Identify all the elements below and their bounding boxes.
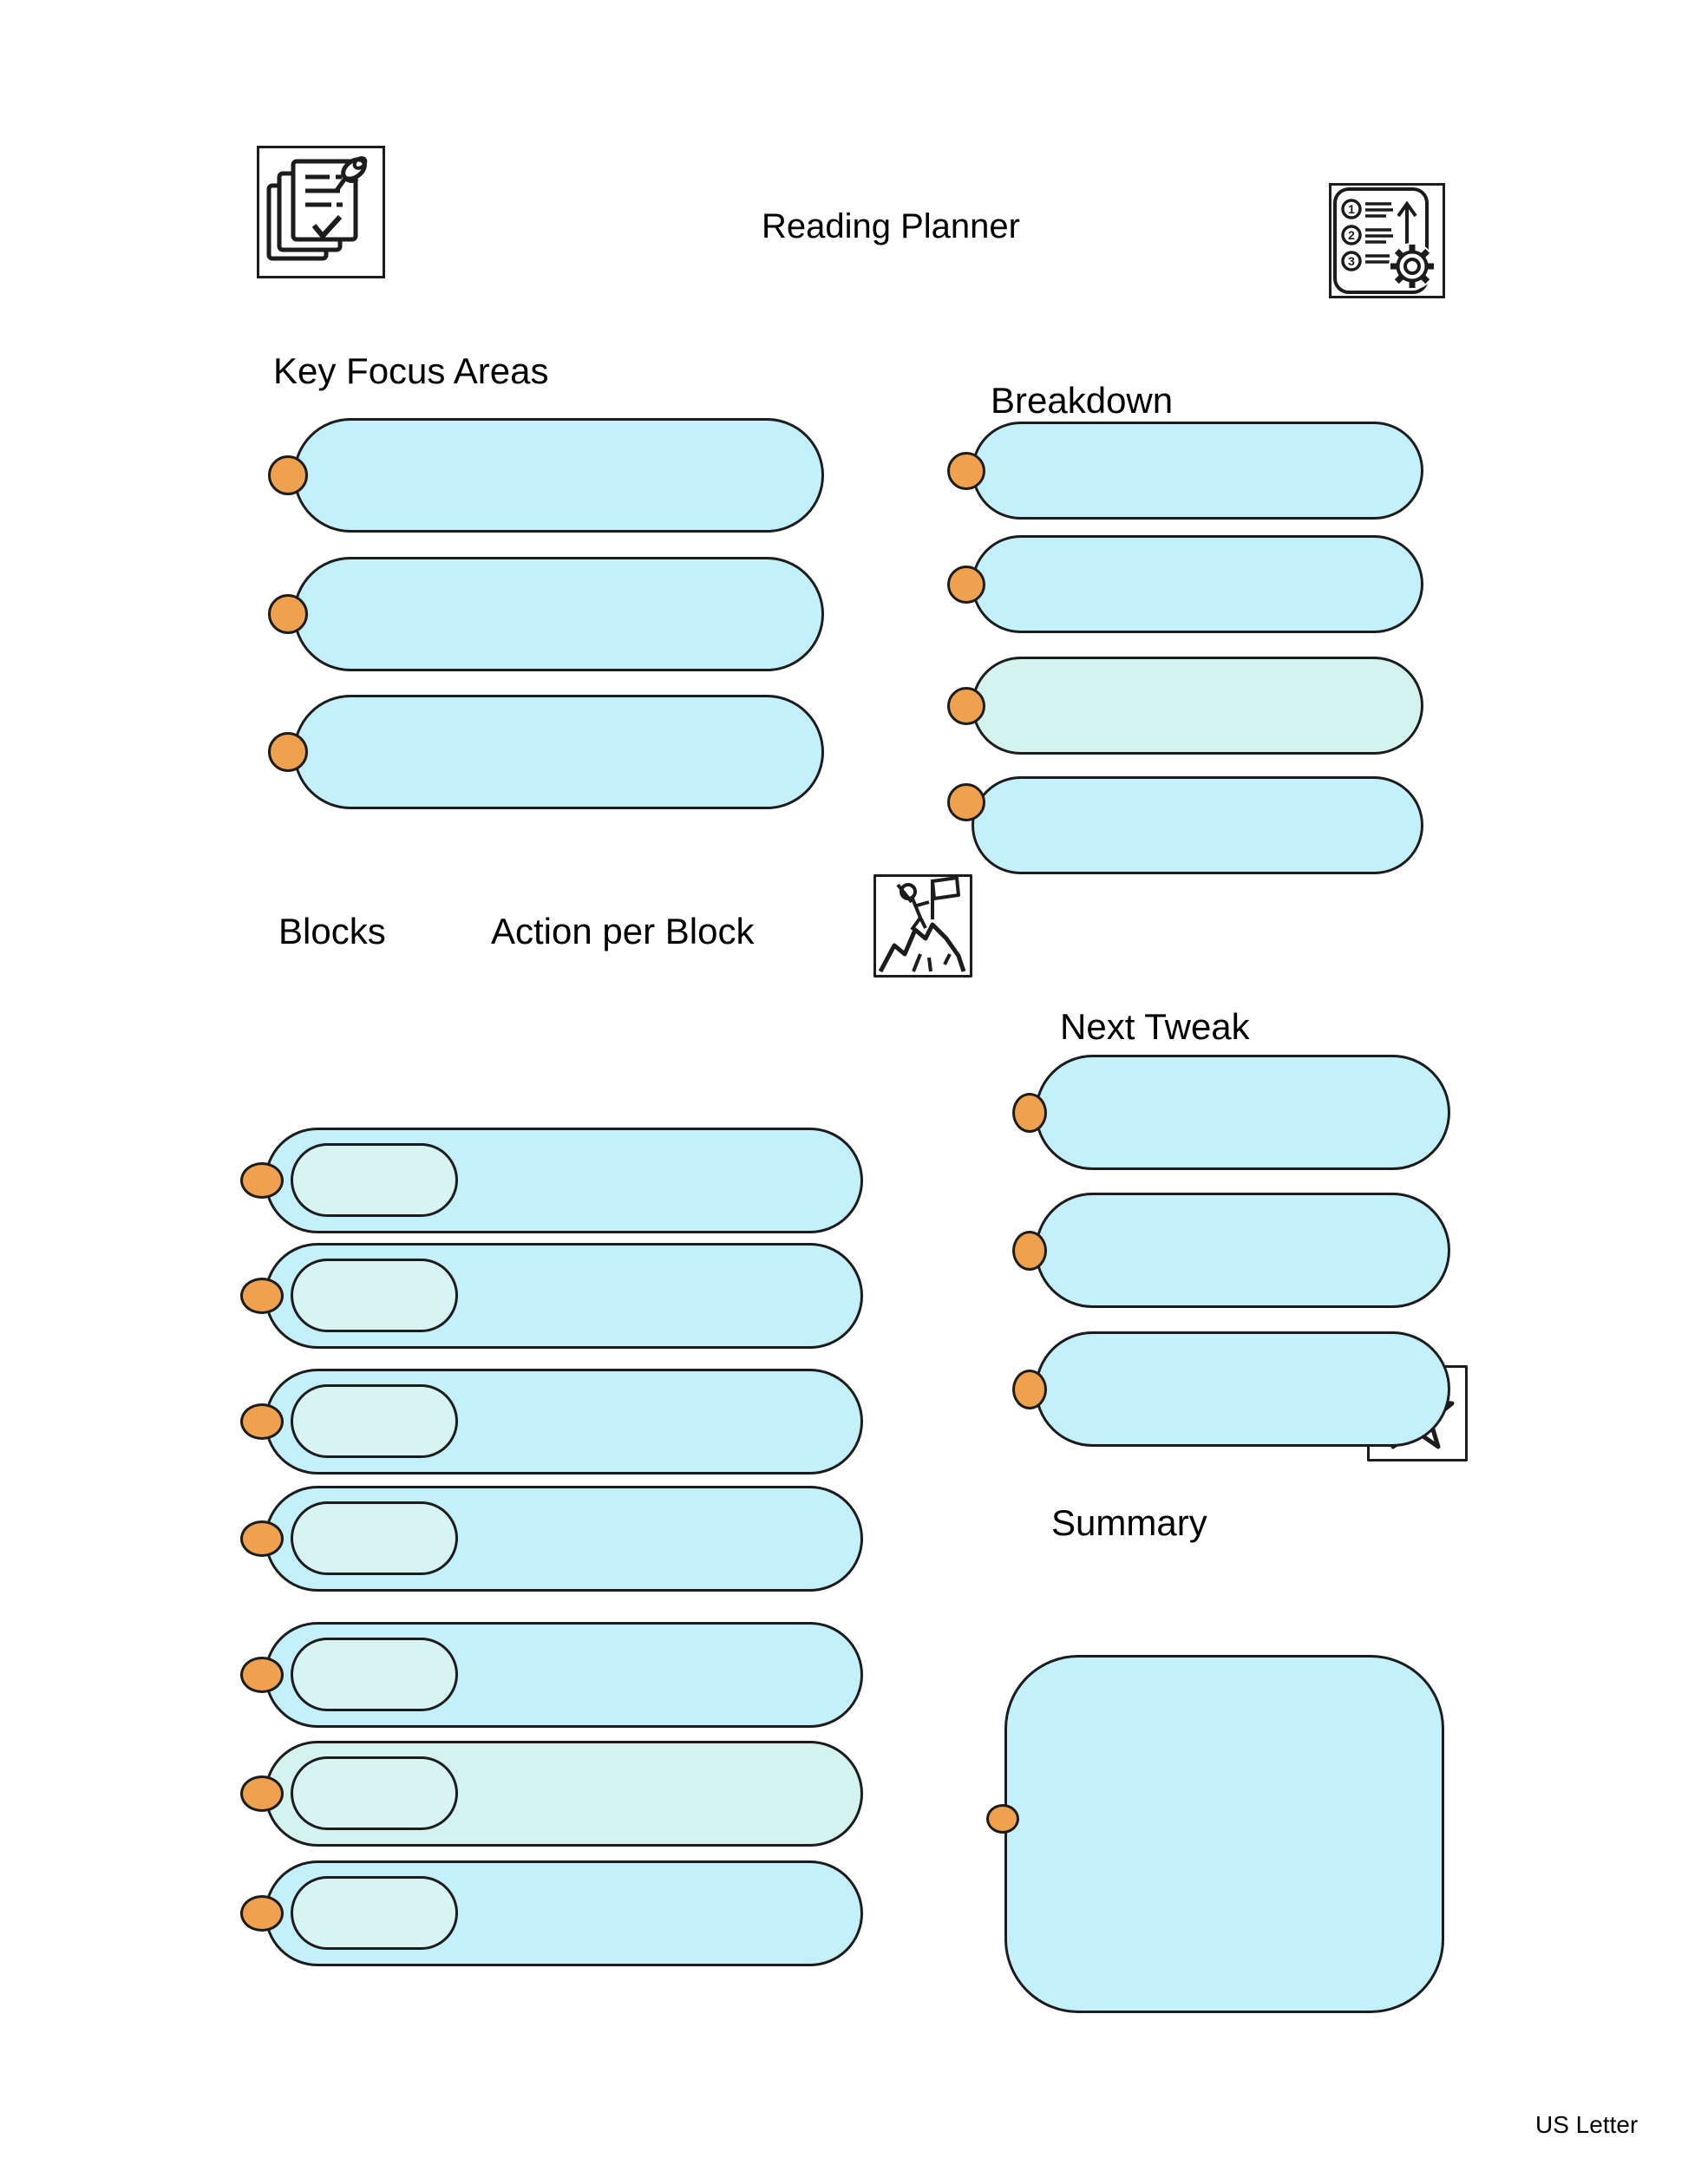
breakdown-pill-3[interactable] bbox=[972, 657, 1423, 755]
block-inner-pill-2[interactable] bbox=[291, 1259, 458, 1332]
summary-label: Summary bbox=[1051, 1502, 1207, 1543]
person-summit-flag-icon bbox=[873, 874, 972, 978]
blocks-connector-dot-4 bbox=[240, 1520, 284, 1557]
blocks-connector-dot-2 bbox=[240, 1278, 284, 1314]
breakdown-label: Breakdown bbox=[991, 380, 1174, 421]
blocks-label: Blocks bbox=[278, 911, 386, 951]
next-tweak-label: Next Tweak bbox=[1060, 1006, 1250, 1047]
blocks-connector-dot-7 bbox=[240, 1895, 284, 1932]
block-inner-pill-7[interactable] bbox=[291, 1876, 458, 1950]
blocks-connector-dot-1 bbox=[240, 1162, 284, 1199]
blocks-connector-dot-6 bbox=[240, 1775, 284, 1812]
key-focus-connector-dot-3 bbox=[268, 732, 308, 772]
next-tweak-pill-3[interactable] bbox=[1035, 1331, 1450, 1447]
clipboard-checklist-pin-icon bbox=[257, 146, 385, 278]
next-tweak-pill-1[interactable] bbox=[1035, 1055, 1450, 1170]
summary-box[interactable] bbox=[1004, 1655, 1444, 2013]
breakdown-pill-2[interactable] bbox=[972, 535, 1423, 633]
breakdown-connector-dot-1 bbox=[947, 452, 985, 490]
block-inner-pill-6[interactable] bbox=[291, 1756, 458, 1830]
next-tweak-pill-2[interactable] bbox=[1035, 1193, 1450, 1308]
page-title: Reading Planner bbox=[762, 207, 1020, 245]
key-focus-pill-1[interactable] bbox=[293, 418, 824, 533]
summary-connector-dot-1 bbox=[986, 1804, 1019, 1834]
breakdown-connector-dot-4 bbox=[947, 783, 985, 821]
key-focus-connector-dot-2 bbox=[268, 594, 308, 634]
block-inner-pill-5[interactable] bbox=[291, 1638, 458, 1711]
svg-text:2: 2 bbox=[1348, 228, 1355, 242]
breakdown-pill-4[interactable] bbox=[972, 776, 1423, 874]
blocks-connector-dot-5 bbox=[240, 1657, 284, 1693]
next-tweak-connector-dot-3 bbox=[1012, 1370, 1047, 1409]
svg-text:3: 3 bbox=[1348, 254, 1355, 268]
next-tweak-connector-dot-1 bbox=[1012, 1093, 1047, 1133]
key-focus-pill-3[interactable] bbox=[293, 695, 824, 809]
page-size-label: US Letter bbox=[1535, 2111, 1639, 2138]
breakdown-connector-dot-2 bbox=[947, 566, 985, 604]
breakdown-connector-dot-3 bbox=[947, 687, 985, 725]
key-focus-connector-dot-1 bbox=[268, 455, 308, 495]
prioritized-list-gear-icon bbox=[1329, 183, 1445, 298]
key-focus-areas-label: Key Focus Areas bbox=[273, 350, 549, 391]
blocks-connector-dot-3 bbox=[240, 1403, 284, 1440]
breakdown-pill-1[interactable] bbox=[972, 422, 1423, 520]
block-inner-pill-3[interactable] bbox=[291, 1384, 458, 1458]
svg-text:1: 1 bbox=[1348, 202, 1355, 216]
block-inner-pill-4[interactable] bbox=[291, 1501, 458, 1575]
block-inner-pill-1[interactable] bbox=[291, 1143, 458, 1217]
action-per-block-label: Action per Block bbox=[491, 911, 755, 951]
next-tweak-connector-dot-2 bbox=[1012, 1231, 1047, 1271]
key-focus-pill-2[interactable] bbox=[293, 557, 824, 671]
